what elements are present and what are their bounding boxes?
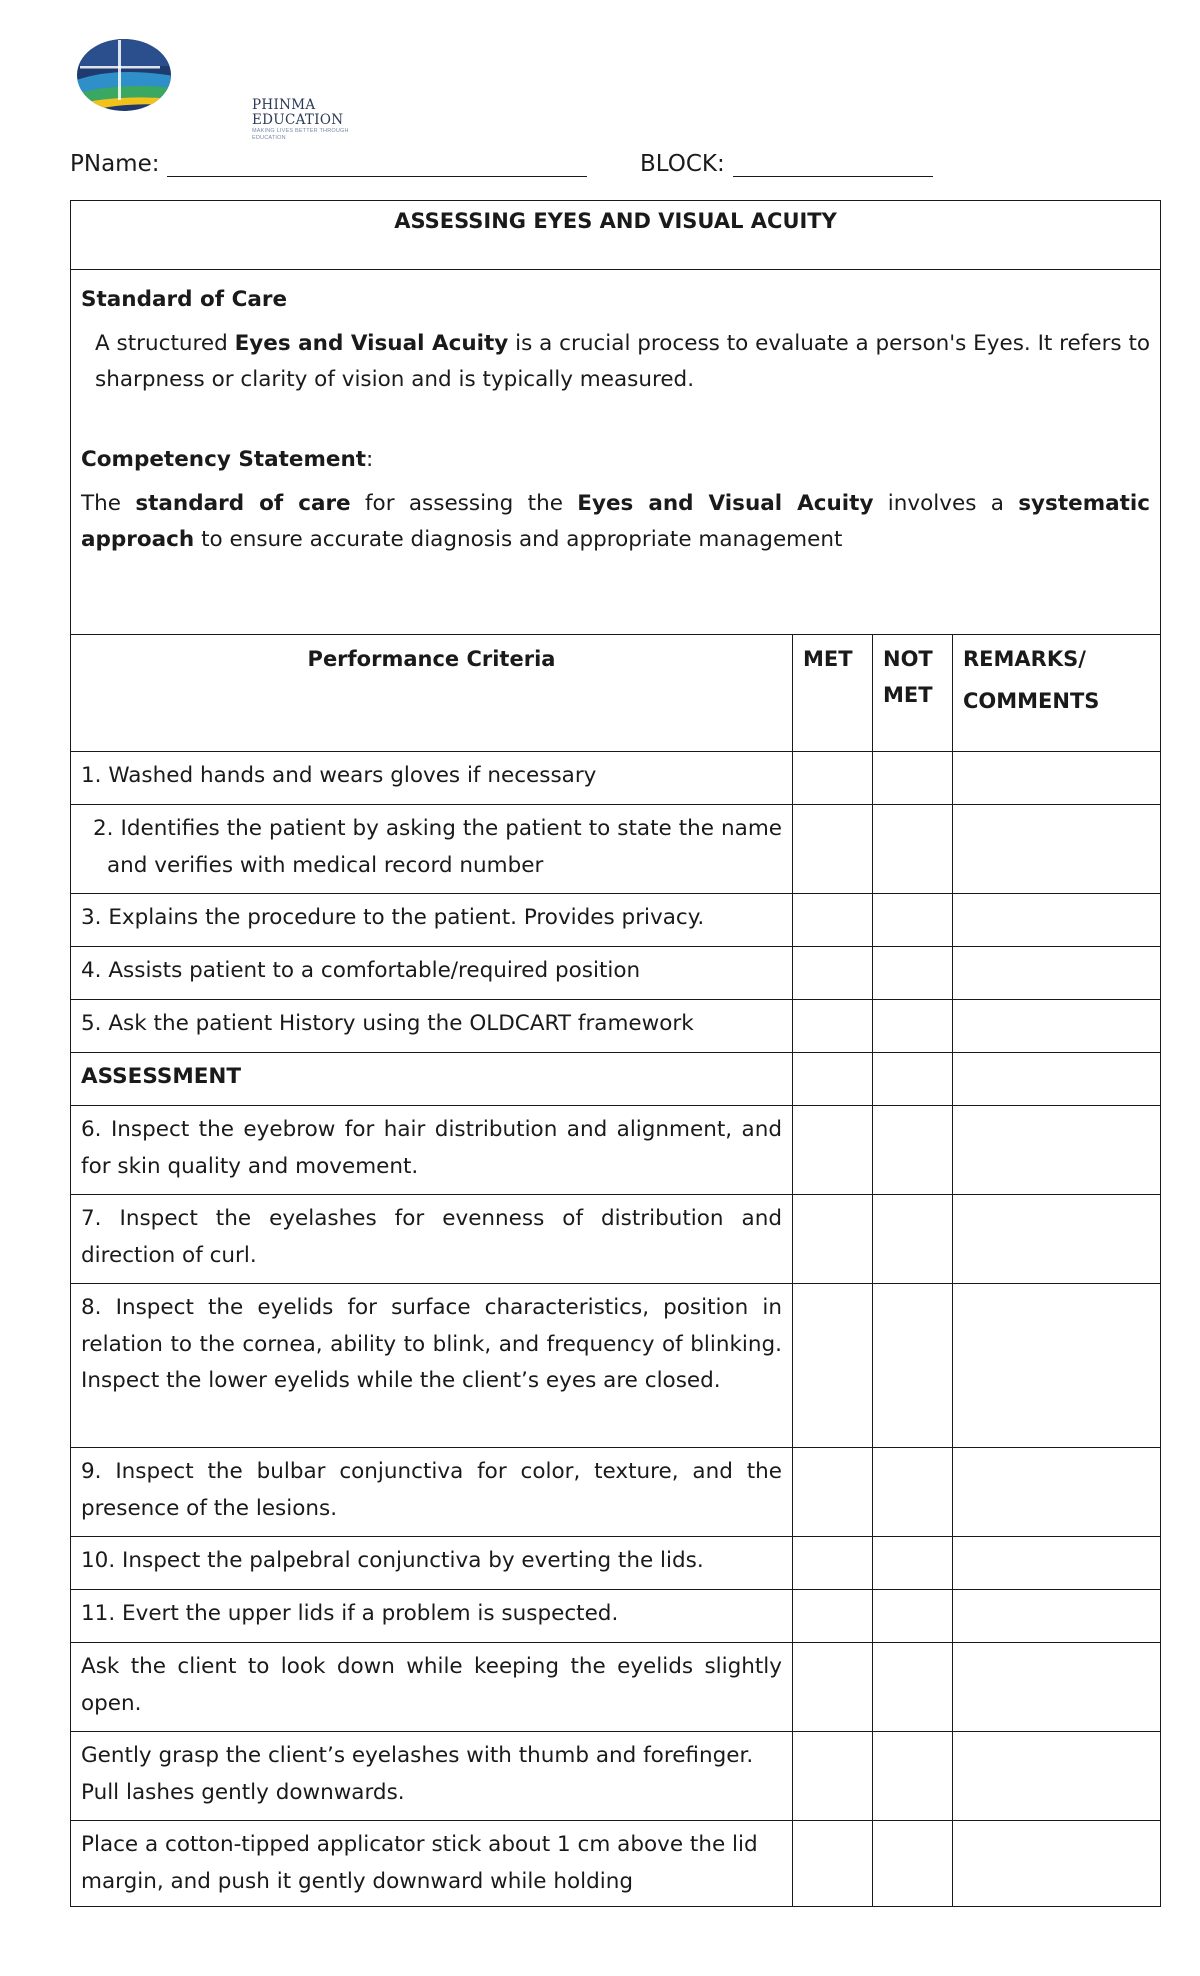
met-checkbox-cell[interactable]	[793, 1643, 873, 1732]
section-heading-assessment	[71, 1053, 793, 1106]
met-checkbox-cell[interactable]	[793, 1821, 873, 1907]
not-met-checkbox-cell[interactable]	[873, 1537, 953, 1590]
remarks-cell[interactable]	[953, 1643, 1161, 1732]
phinma-logo	[74, 36, 374, 141]
table-row	[71, 1448, 1161, 1537]
criteria-text: 9. Inspect the bulbar conjunctiva for color, texture, and the presence of the lesions.	[81, 1459, 782, 1521]
met-checkbox-cell[interactable]	[793, 1537, 873, 1590]
met-checkbox-cell[interactable]	[793, 752, 873, 805]
remarks-cell[interactable]	[953, 1448, 1161, 1537]
met-checkbox-cell[interactable]	[793, 1195, 873, 1284]
criteria-cell	[71, 1000, 793, 1053]
criteria-cell	[71, 1821, 793, 1907]
pname-label: PName:	[70, 151, 160, 177]
criteria-text: 6. Inspect the eyebrow for hair distribution and alignment, and for skin quality and movement.	[81, 1117, 782, 1179]
table-row	[71, 1821, 1161, 1907]
not-met-checkbox-cell[interactable]	[873, 947, 953, 1000]
competency-heading	[81, 442, 1150, 478]
criteria-cell	[71, 1284, 793, 1448]
met-checkbox-cell[interactable]	[793, 1106, 873, 1195]
table-row	[71, 752, 1161, 805]
table-header-row	[71, 635, 1161, 752]
criteria-text: 8. Inspect the eyelids for surface characteristics, position in relation to the cornea, ability to blink, and frequency of blinking. Inspect the lower eyelids while the client’s eyes are closed.	[81, 1295, 782, 1393]
competency-t1: The	[81, 491, 136, 516]
criteria-text: Gently grasp the client’s eyelashes with thumb and forefinger. Pull lashes gently downwards.	[81, 1743, 754, 1805]
standard-heading: Standard of Care	[81, 287, 288, 312]
remarks-cell[interactable]	[953, 1590, 1161, 1643]
table-row	[71, 1643, 1161, 1732]
not-met-checkbox-cell[interactable]	[873, 1000, 953, 1053]
criteria-cell	[71, 805, 793, 894]
block-blank-line[interactable]	[733, 150, 933, 177]
criteria-text: 4. Assists patient to a comfortable/required position	[81, 958, 641, 983]
criteria-body	[71, 752, 1161, 1907]
standard-text-2: is a crucial process to evaluate a person's Eyes. It refers to sharpness or clarity of vision and is typically measured.	[95, 331, 1151, 392]
remarks-cell[interactable]	[953, 1732, 1161, 1821]
header-remarks	[953, 635, 1161, 752]
met-checkbox-cell[interactable]	[793, 894, 873, 947]
met-checkbox-cell[interactable]	[793, 1448, 873, 1537]
header-remarks-line2: COMMENTS	[963, 689, 1100, 713]
criteria-text: Place a cotton-tipped applicator stick about 1 cm above the lid margin, and push it gently downward while holding	[81, 1832, 758, 1894]
pname-blank-line[interactable]	[167, 150, 587, 177]
criteria-cell	[71, 894, 793, 947]
not-met-checkbox-cell[interactable]	[873, 1821, 953, 1907]
pname-field	[70, 150, 587, 177]
competency-b1: standard of care	[135, 491, 351, 516]
criteria-text: ASSESSMENT	[81, 1064, 242, 1089]
met-checkbox-cell[interactable]	[793, 1590, 873, 1643]
criteria-cell	[71, 1106, 793, 1195]
not-met-checkbox-cell[interactable]	[873, 1643, 953, 1732]
not-met-checkbox-cell[interactable]	[873, 1195, 953, 1284]
not-met-checkbox-cell[interactable]	[873, 1732, 953, 1821]
not-met-checkbox-cell[interactable]	[873, 1106, 953, 1195]
not-met-checkbox-cell[interactable]	[873, 1284, 953, 1448]
phinma-logo-mark-icon	[74, 36, 174, 116]
header-not-met-line1: NOT	[883, 647, 933, 671]
met-checkbox-cell[interactable]	[793, 1053, 873, 1106]
standard-text-1: A structured	[95, 331, 235, 356]
criteria-cell	[71, 1195, 793, 1284]
criteria-cell	[71, 1448, 793, 1537]
remarks-cell[interactable]	[953, 805, 1161, 894]
competency-heading-text: Competency Statement	[81, 447, 367, 472]
standard-text	[95, 326, 1150, 398]
table-row	[71, 1590, 1161, 1643]
competency-text	[81, 486, 1150, 558]
met-checkbox-cell[interactable]	[793, 805, 873, 894]
competency-t2: for assessing the	[350, 491, 578, 516]
remarks-cell[interactable]	[953, 947, 1161, 1000]
not-met-checkbox-cell[interactable]	[873, 1590, 953, 1643]
table-row	[71, 1053, 1161, 1106]
criteria-text: 5. Ask the patient History using the OLDCART framework	[81, 1011, 694, 1036]
header-not-met	[873, 635, 953, 752]
not-met-checkbox-cell[interactable]	[873, 1053, 953, 1106]
block-field	[640, 150, 933, 177]
criteria-cell	[71, 1643, 793, 1732]
criteria-cell	[71, 752, 793, 805]
criteria-cell	[71, 1732, 793, 1821]
remarks-cell[interactable]	[953, 1537, 1161, 1590]
criteria-text: 1. Washed hands and wears gloves if necessary	[81, 763, 597, 788]
remarks-cell[interactable]	[953, 752, 1161, 805]
met-checkbox-cell[interactable]	[793, 1284, 873, 1448]
table-row	[71, 1537, 1161, 1590]
header-performance-criteria: Performance Criteria	[71, 635, 793, 752]
header-not-met-line2: MET	[883, 683, 933, 707]
header-met: MET	[793, 635, 873, 752]
header-remarks-line1: REMARKS/	[963, 647, 1086, 671]
criteria-cell	[71, 1537, 793, 1590]
remarks-cell[interactable]	[953, 894, 1161, 947]
remarks-cell[interactable]	[953, 1821, 1161, 1907]
table-row	[71, 1732, 1161, 1821]
remarks-cell[interactable]	[953, 1000, 1161, 1053]
remarks-cell[interactable]	[953, 1195, 1161, 1284]
criteria-text: 3. Explains the procedure to the patient. Provides privacy.	[81, 905, 705, 930]
not-met-checkbox-cell[interactable]	[873, 894, 953, 947]
intro-section	[71, 270, 1161, 635]
table-row	[71, 805, 1161, 894]
identity-fields	[70, 150, 1170, 186]
criteria-text: 11. Evert the upper lids if a problem is suspected.	[81, 1601, 619, 1626]
table-row	[71, 1000, 1161, 1053]
competency-b3: systematic approach	[81, 491, 1151, 552]
criteria-text: Ask the client to look down while keeping the eyelids slightly open.	[81, 1654, 782, 1716]
checklist-table	[70, 200, 1161, 1907]
table-row	[71, 947, 1161, 1000]
logo-brand-name: PHINMA EDUCATION	[252, 97, 344, 128]
met-checkbox-cell[interactable]	[793, 947, 873, 1000]
competency-heading-colon: :	[366, 447, 374, 472]
not-met-checkbox-cell[interactable]	[873, 752, 953, 805]
remarks-cell[interactable]	[953, 1053, 1161, 1106]
table-row	[71, 1195, 1161, 1284]
criteria-text: 10. Inspect the palpebral conjunctiva by everting the lids.	[81, 1548, 704, 1573]
table-row	[71, 1284, 1161, 1448]
not-met-checkbox-cell[interactable]	[873, 805, 953, 894]
met-checkbox-cell[interactable]	[793, 1000, 873, 1053]
criteria-cell	[71, 947, 793, 1000]
criteria-cell	[71, 1590, 793, 1643]
competency-b2: Eyes and Visual Acuity	[577, 491, 874, 516]
criteria-text: 2. Identifies the patient by asking the patient to state the name and verifies with medical record number	[93, 816, 782, 878]
standard-text-bold: Eyes and Visual Acuity	[234, 331, 509, 356]
logo-tagline: MAKING LIVES BETTER THROUGH EDUCATION	[252, 128, 349, 141]
competency-t3: involves a	[873, 491, 1019, 516]
block-label: BLOCK:	[640, 151, 725, 177]
form-title: ASSESSING EYES AND VISUAL ACUITY	[71, 201, 1161, 270]
not-met-checkbox-cell[interactable]	[873, 1448, 953, 1537]
criteria-text: 7. Inspect the eyelashes for evenness of distribution and direction of curl.	[81, 1206, 782, 1268]
table-row	[71, 894, 1161, 947]
competency-t4: to ensure accurate diagnosis and appropriate management	[194, 527, 843, 552]
remarks-cell[interactable]	[953, 1106, 1161, 1195]
remarks-cell[interactable]	[953, 1284, 1161, 1448]
table-row	[71, 1106, 1161, 1195]
met-checkbox-cell[interactable]	[793, 1732, 873, 1821]
